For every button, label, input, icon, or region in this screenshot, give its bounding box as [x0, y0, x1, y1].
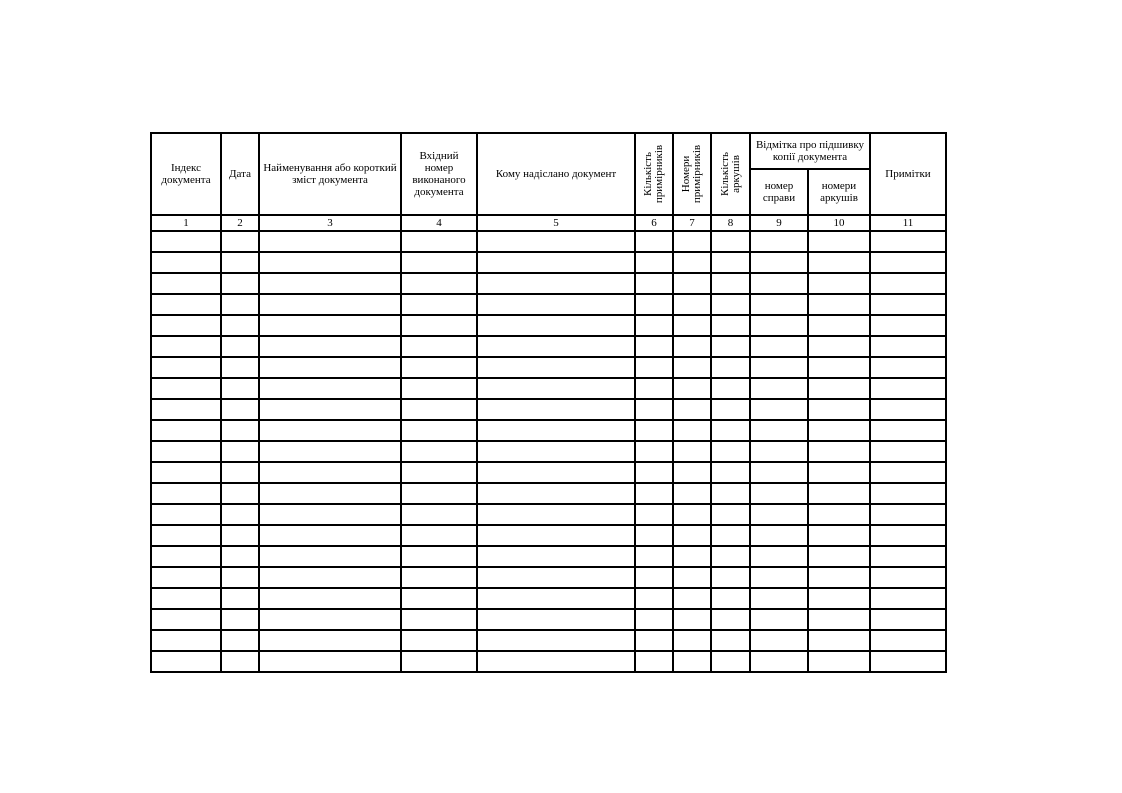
register-sheet	[150, 132, 945, 673]
header-case-number: номер справи	[750, 169, 808, 215]
table-cell[interactable]	[151, 315, 221, 336]
table-cell[interactable]	[477, 336, 635, 357]
table-cell[interactable]	[750, 378, 808, 399]
table-row	[151, 252, 946, 273]
table-cell[interactable]	[221, 525, 259, 546]
table-row	[151, 357, 946, 378]
column-number: 6	[635, 215, 673, 231]
table-cell[interactable]	[673, 357, 711, 378]
table-row	[151, 399, 946, 420]
table-cell[interactable]	[221, 588, 259, 609]
table-row	[151, 441, 946, 462]
table-cell[interactable]	[477, 525, 635, 546]
table-cell[interactable]	[870, 315, 946, 336]
table-cell[interactable]	[259, 378, 401, 399]
table-cell[interactable]	[477, 504, 635, 525]
table-cell[interactable]	[151, 651, 221, 672]
table-cell[interactable]	[808, 399, 870, 420]
table-cell[interactable]	[673, 630, 711, 651]
table-cell[interactable]	[750, 462, 808, 483]
table-cell[interactable]	[673, 546, 711, 567]
table-cell[interactable]	[259, 525, 401, 546]
table-cell[interactable]	[477, 630, 635, 651]
table-cell[interactable]	[673, 567, 711, 588]
table-cell[interactable]	[477, 252, 635, 273]
table-cell[interactable]	[870, 651, 946, 672]
table-cell[interactable]	[477, 567, 635, 588]
table-cell[interactable]	[870, 294, 946, 315]
table-cell[interactable]	[259, 567, 401, 588]
table-cell[interactable]	[750, 588, 808, 609]
table-cell[interactable]	[259, 651, 401, 672]
column-number: 11	[870, 215, 946, 231]
table-row	[151, 609, 946, 630]
table-cell[interactable]	[635, 294, 673, 315]
table-cell[interactable]	[477, 357, 635, 378]
table-cell[interactable]	[401, 378, 477, 399]
table-cell[interactable]	[259, 504, 401, 525]
table-cell[interactable]	[711, 567, 750, 588]
table-cell[interactable]	[401, 294, 477, 315]
table-cell[interactable]	[711, 441, 750, 462]
table-cell[interactable]	[221, 378, 259, 399]
table-cell[interactable]	[635, 378, 673, 399]
table-cell[interactable]	[259, 357, 401, 378]
column-number: 1	[151, 215, 221, 231]
table-cell[interactable]	[259, 294, 401, 315]
table-cell[interactable]	[673, 399, 711, 420]
table-cell[interactable]	[808, 546, 870, 567]
table-cell[interactable]	[221, 651, 259, 672]
table-cell[interactable]	[870, 252, 946, 273]
table-cell[interactable]	[750, 399, 808, 420]
header-sheet-numbers: номери аркушів	[808, 169, 870, 215]
table-cell[interactable]	[151, 525, 221, 546]
table-cell[interactable]	[151, 609, 221, 630]
table-cell[interactable]	[151, 273, 221, 294]
table-cell[interactable]	[401, 483, 477, 504]
table-cell[interactable]	[151, 588, 221, 609]
table-cell[interactable]	[221, 609, 259, 630]
table-cell[interactable]	[477, 546, 635, 567]
table-cell[interactable]	[221, 483, 259, 504]
table-cell[interactable]	[808, 609, 870, 630]
header-notes: Примітки	[870, 133, 946, 215]
table-cell[interactable]	[401, 546, 477, 567]
table-cell[interactable]	[151, 252, 221, 273]
header-date: Дата	[221, 133, 259, 215]
table-cell[interactable]	[673, 315, 711, 336]
table-cell[interactable]	[221, 441, 259, 462]
table-cell[interactable]	[673, 609, 711, 630]
table-cell[interactable]	[259, 462, 401, 483]
table-cell[interactable]	[808, 525, 870, 546]
table-cell[interactable]	[259, 273, 401, 294]
column-number: 7	[673, 215, 711, 231]
table-row	[151, 630, 946, 651]
table-cell[interactable]	[673, 252, 711, 273]
table-cell[interactable]	[401, 315, 477, 336]
column-number: 9	[750, 215, 808, 231]
table-cell[interactable]	[221, 504, 259, 525]
table-row	[151, 588, 946, 609]
table-row	[151, 651, 946, 672]
table-row	[151, 294, 946, 315]
table-cell[interactable]	[259, 609, 401, 630]
header-index: Індекс документа	[151, 133, 221, 215]
table-cell[interactable]	[711, 525, 750, 546]
table-cell[interactable]	[635, 252, 673, 273]
table-cell[interactable]	[221, 231, 259, 252]
table-cell[interactable]	[750, 441, 808, 462]
table-cell[interactable]	[808, 567, 870, 588]
table-cell[interactable]	[477, 399, 635, 420]
table-cell[interactable]	[635, 336, 673, 357]
table-cell[interactable]	[259, 420, 401, 441]
table-cell[interactable]	[635, 483, 673, 504]
table-cell[interactable]	[477, 294, 635, 315]
table-cell[interactable]	[750, 273, 808, 294]
table-cell[interactable]	[151, 630, 221, 651]
table-cell[interactable]	[711, 609, 750, 630]
table-cell[interactable]	[870, 399, 946, 420]
table-cell[interactable]	[870, 483, 946, 504]
table-cell[interactable]	[808, 588, 870, 609]
table-cell[interactable]	[401, 399, 477, 420]
table-cell[interactable]	[673, 273, 711, 294]
table-cell[interactable]	[808, 273, 870, 294]
table-cell[interactable]	[477, 420, 635, 441]
table-cell[interactable]	[401, 462, 477, 483]
table-cell[interactable]	[221, 336, 259, 357]
table-cell[interactable]	[221, 399, 259, 420]
table-row	[151, 504, 946, 525]
table-cell[interactable]	[711, 483, 750, 504]
table-cell[interactable]	[477, 651, 635, 672]
table-cell[interactable]	[401, 525, 477, 546]
table-cell[interactable]	[221, 357, 259, 378]
table-cell[interactable]	[673, 651, 711, 672]
table-cell[interactable]	[808, 630, 870, 651]
table-cell[interactable]	[750, 231, 808, 252]
table-row	[151, 525, 946, 546]
table-cell[interactable]	[477, 609, 635, 630]
table-cell[interactable]	[750, 630, 808, 651]
table-cell[interactable]	[635, 231, 673, 252]
table-row	[151, 567, 946, 588]
column-number: 2	[221, 215, 259, 231]
table-cell[interactable]	[401, 504, 477, 525]
table-cell[interactable]	[711, 378, 750, 399]
table-row	[151, 483, 946, 504]
table-cell[interactable]	[711, 651, 750, 672]
header-copies-numbers: Номери примірників	[680, 144, 703, 204]
table-cell[interactable]	[750, 294, 808, 315]
table-cell[interactable]	[477, 588, 635, 609]
table-cell[interactable]	[750, 609, 808, 630]
table-cell[interactable]	[750, 525, 808, 546]
table-cell[interactable]	[151, 231, 221, 252]
table-cell[interactable]	[808, 651, 870, 672]
table-cell[interactable]	[808, 231, 870, 252]
table-cell[interactable]	[750, 546, 808, 567]
table-cell[interactable]	[151, 399, 221, 420]
table-cell[interactable]	[808, 315, 870, 336]
table-cell[interactable]	[870, 504, 946, 525]
table-cell[interactable]	[401, 420, 477, 441]
table-cell[interactable]	[673, 420, 711, 441]
table-cell[interactable]	[151, 441, 221, 462]
header-filing-mark: Відмітка про підшивку копії документа	[750, 133, 870, 169]
table-cell[interactable]	[477, 231, 635, 252]
table-cell[interactable]	[808, 483, 870, 504]
table-cell[interactable]	[750, 483, 808, 504]
table-cell[interactable]	[808, 252, 870, 273]
table-cell[interactable]	[259, 315, 401, 336]
table-cell[interactable]	[870, 336, 946, 357]
table-cell[interactable]	[870, 441, 946, 462]
table-cell[interactable]	[635, 567, 673, 588]
table-cell[interactable]	[808, 336, 870, 357]
table-cell[interactable]	[711, 399, 750, 420]
table-row	[151, 336, 946, 357]
table-cell[interactable]	[870, 462, 946, 483]
table-cell[interactable]	[401, 630, 477, 651]
table-cell[interactable]	[221, 567, 259, 588]
table-cell[interactable]	[635, 399, 673, 420]
table-cell[interactable]	[477, 462, 635, 483]
column-number-row	[151, 215, 946, 231]
table-cell[interactable]	[808, 420, 870, 441]
table-cell[interactable]	[401, 651, 477, 672]
table-cell[interactable]	[401, 357, 477, 378]
table-cell[interactable]	[870, 567, 946, 588]
table-cell[interactable]	[711, 294, 750, 315]
table-cell[interactable]	[750, 567, 808, 588]
table-cell[interactable]	[635, 651, 673, 672]
table-cell[interactable]	[259, 336, 401, 357]
table-cell[interactable]	[870, 273, 946, 294]
table-row	[151, 273, 946, 294]
table-cell[interactable]	[259, 483, 401, 504]
table-cell[interactable]	[673, 336, 711, 357]
table-row	[151, 462, 946, 483]
table-cell[interactable]	[635, 609, 673, 630]
table-row	[151, 231, 946, 252]
table-cell[interactable]	[401, 252, 477, 273]
table-cell[interactable]	[221, 420, 259, 441]
header-recipient: Кому надіслано документ	[477, 133, 635, 215]
table-cell[interactable]	[635, 315, 673, 336]
header-copies-count-cell	[635, 133, 673, 215]
table-cell[interactable]	[711, 588, 750, 609]
table-cell[interactable]	[635, 462, 673, 483]
table-cell[interactable]	[711, 504, 750, 525]
table-cell[interactable]	[750, 651, 808, 672]
table-cell[interactable]	[401, 273, 477, 294]
table-cell[interactable]	[259, 588, 401, 609]
table-cell[interactable]	[259, 252, 401, 273]
table-cell[interactable]	[151, 483, 221, 504]
table-cell[interactable]	[808, 504, 870, 525]
table-cell[interactable]	[711, 336, 750, 357]
table-cell[interactable]	[870, 588, 946, 609]
table-cell[interactable]	[635, 273, 673, 294]
table-cell[interactable]	[477, 273, 635, 294]
table-cell[interactable]	[711, 315, 750, 336]
table-cell[interactable]	[870, 357, 946, 378]
table-cell[interactable]	[221, 462, 259, 483]
table-cell[interactable]	[711, 231, 750, 252]
table-cell[interactable]	[808, 441, 870, 462]
table-cell[interactable]	[750, 315, 808, 336]
table-cell[interactable]	[711, 630, 750, 651]
table-cell[interactable]	[151, 294, 221, 315]
table-cell[interactable]	[635, 546, 673, 567]
table-cell[interactable]	[635, 420, 673, 441]
table-cell[interactable]	[673, 462, 711, 483]
table-cell[interactable]	[259, 399, 401, 420]
header-sheets-count: Кількість аркушів	[718, 152, 742, 197]
table-cell[interactable]	[477, 315, 635, 336]
table-cell[interactable]	[673, 525, 711, 546]
table-cell[interactable]	[401, 336, 477, 357]
table-cell[interactable]	[151, 504, 221, 525]
table-cell[interactable]	[477, 378, 635, 399]
table-cell[interactable]	[259, 630, 401, 651]
table-cell[interactable]	[477, 441, 635, 462]
table-cell[interactable]	[711, 273, 750, 294]
table-cell[interactable]	[221, 315, 259, 336]
table-cell[interactable]	[221, 273, 259, 294]
table-cell[interactable]	[151, 336, 221, 357]
table-cell[interactable]	[870, 609, 946, 630]
table-cell[interactable]	[673, 294, 711, 315]
table-cell[interactable]	[673, 483, 711, 504]
table-cell[interactable]	[151, 357, 221, 378]
table-cell[interactable]	[221, 294, 259, 315]
table-cell[interactable]	[401, 441, 477, 462]
table-cell[interactable]	[711, 546, 750, 567]
table-cell[interactable]	[401, 567, 477, 588]
column-number: 5	[477, 215, 635, 231]
table-cell[interactable]	[477, 483, 635, 504]
table-cell[interactable]	[750, 252, 808, 273]
header-sheets-count-cell	[711, 133, 750, 215]
column-number: 4	[401, 215, 477, 231]
table-cell[interactable]	[635, 588, 673, 609]
table-cell[interactable]	[635, 630, 673, 651]
table-cell[interactable]	[808, 294, 870, 315]
table-cell[interactable]	[870, 525, 946, 546]
table-cell[interactable]	[673, 504, 711, 525]
table-cell[interactable]	[808, 357, 870, 378]
header-row	[151, 133, 946, 169]
column-number: 3	[259, 215, 401, 231]
table-cell[interactable]	[151, 462, 221, 483]
table-cell[interactable]	[711, 462, 750, 483]
table-cell[interactable]	[151, 378, 221, 399]
table-cell[interactable]	[151, 546, 221, 567]
table-cell[interactable]	[673, 588, 711, 609]
table-cell[interactable]	[221, 630, 259, 651]
table-cell[interactable]	[635, 504, 673, 525]
table-cell[interactable]	[870, 378, 946, 399]
table-cell[interactable]	[221, 252, 259, 273]
table-cell[interactable]	[259, 231, 401, 252]
register-table	[150, 132, 947, 673]
header-copies-count: Кількість примірників	[642, 144, 665, 204]
table-cell[interactable]	[151, 567, 221, 588]
column-number: 10	[808, 215, 870, 231]
table-row	[151, 420, 946, 441]
table-cell[interactable]	[711, 252, 750, 273]
table-cell[interactable]	[673, 231, 711, 252]
table-cell[interactable]	[750, 336, 808, 357]
table-cell[interactable]	[750, 420, 808, 441]
table-cell[interactable]	[870, 546, 946, 567]
table-cell[interactable]	[401, 588, 477, 609]
table-row	[151, 378, 946, 399]
table-cell[interactable]	[635, 525, 673, 546]
table-cell[interactable]	[401, 231, 477, 252]
table-cell[interactable]	[870, 630, 946, 651]
header-incoming-number: Вхідний номер виконаного документа	[401, 133, 477, 215]
header-title: Найменування або короткий зміст документа	[259, 133, 401, 215]
column-number: 8	[711, 215, 750, 231]
table-row	[151, 546, 946, 567]
table-cell[interactable]	[808, 462, 870, 483]
table-cell[interactable]	[259, 441, 401, 462]
table-cell[interactable]	[673, 378, 711, 399]
table-cell[interactable]	[635, 357, 673, 378]
table-cell[interactable]	[635, 441, 673, 462]
table-cell[interactable]	[221, 546, 259, 567]
table-cell[interactable]	[750, 504, 808, 525]
table-cell[interactable]	[151, 420, 221, 441]
table-cell[interactable]	[401, 609, 477, 630]
header-copies-numbers-cell	[673, 133, 711, 215]
table-cell[interactable]	[808, 378, 870, 399]
table-cell[interactable]	[711, 420, 750, 441]
table-cell[interactable]	[870, 420, 946, 441]
table-cell[interactable]	[870, 231, 946, 252]
table-cell[interactable]	[259, 546, 401, 567]
table-cell[interactable]	[673, 441, 711, 462]
table-row	[151, 315, 946, 336]
table-cell[interactable]	[750, 357, 808, 378]
table-cell[interactable]	[711, 357, 750, 378]
